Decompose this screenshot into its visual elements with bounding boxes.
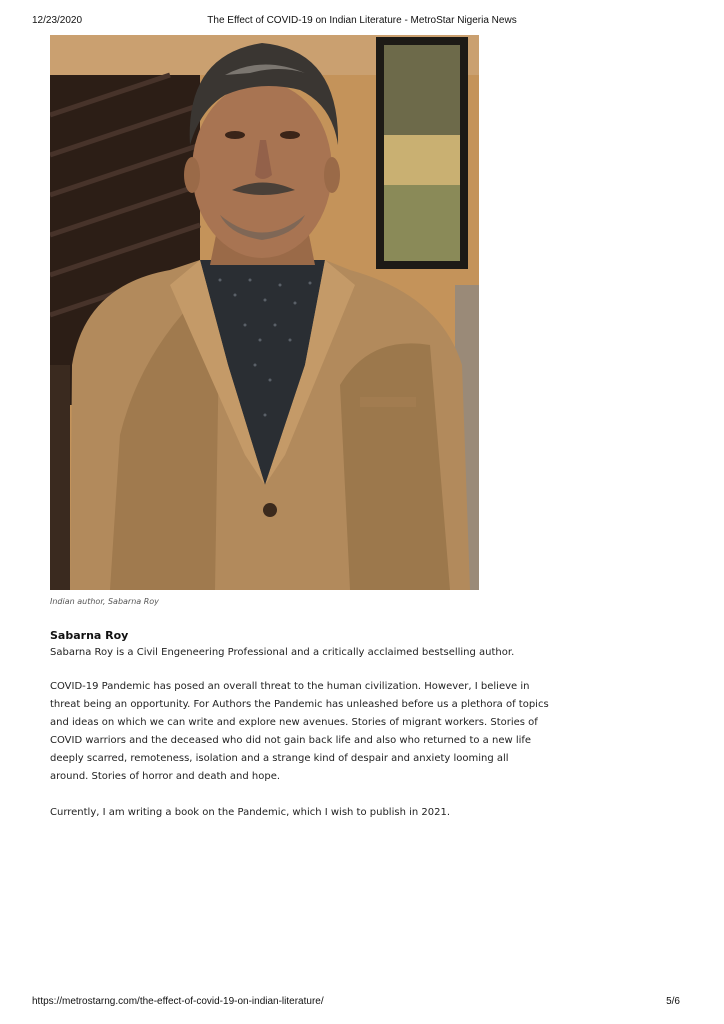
page-number: 5/6 bbox=[666, 996, 680, 1007]
article-paragraph: Currently, I am writing a book on the Pandemic, which I wish to publish in 2021. bbox=[50, 807, 451, 818]
print-footer bbox=[32, 996, 692, 1010]
author-bio: Sabarna Roy is a Civil Engeneering Professional and a critically acclaimed bestselling author. bbox=[50, 647, 515, 658]
photo-caption: Indian author, Sabarna Roy bbox=[50, 597, 159, 606]
author-photo bbox=[50, 35, 479, 590]
article-paragraph: COVID-19 Pandemic has posed an overall threat to the human civilization. However, I believe in threat being an opportunity. For Authors the Pandemic has unleashed before us a plethora of topics and ideas on which we can write and explore new avenues. Stories of migrant workers. Stories of COVID warriors and the deceased who did not gain back life and also who returned to a new life deeply scarred, remoteness, isolation and a strange kind of despair and anxiety looming all around. Stories of horror and death and hope. bbox=[50, 681, 549, 782]
print-header bbox=[32, 15, 692, 29]
author-name: Sabarna Roy bbox=[50, 629, 129, 642]
print-page-title: The Effect of COVID-19 on Indian Literature - MetroStar Nigeria News bbox=[207, 15, 517, 26]
article-body bbox=[50, 628, 550, 840]
print-url: https://metrostarng.com/the-effect-of-covid-19-on-indian-literature/ bbox=[32, 996, 324, 1007]
print-date: 12/23/2020 bbox=[32, 15, 83, 26]
